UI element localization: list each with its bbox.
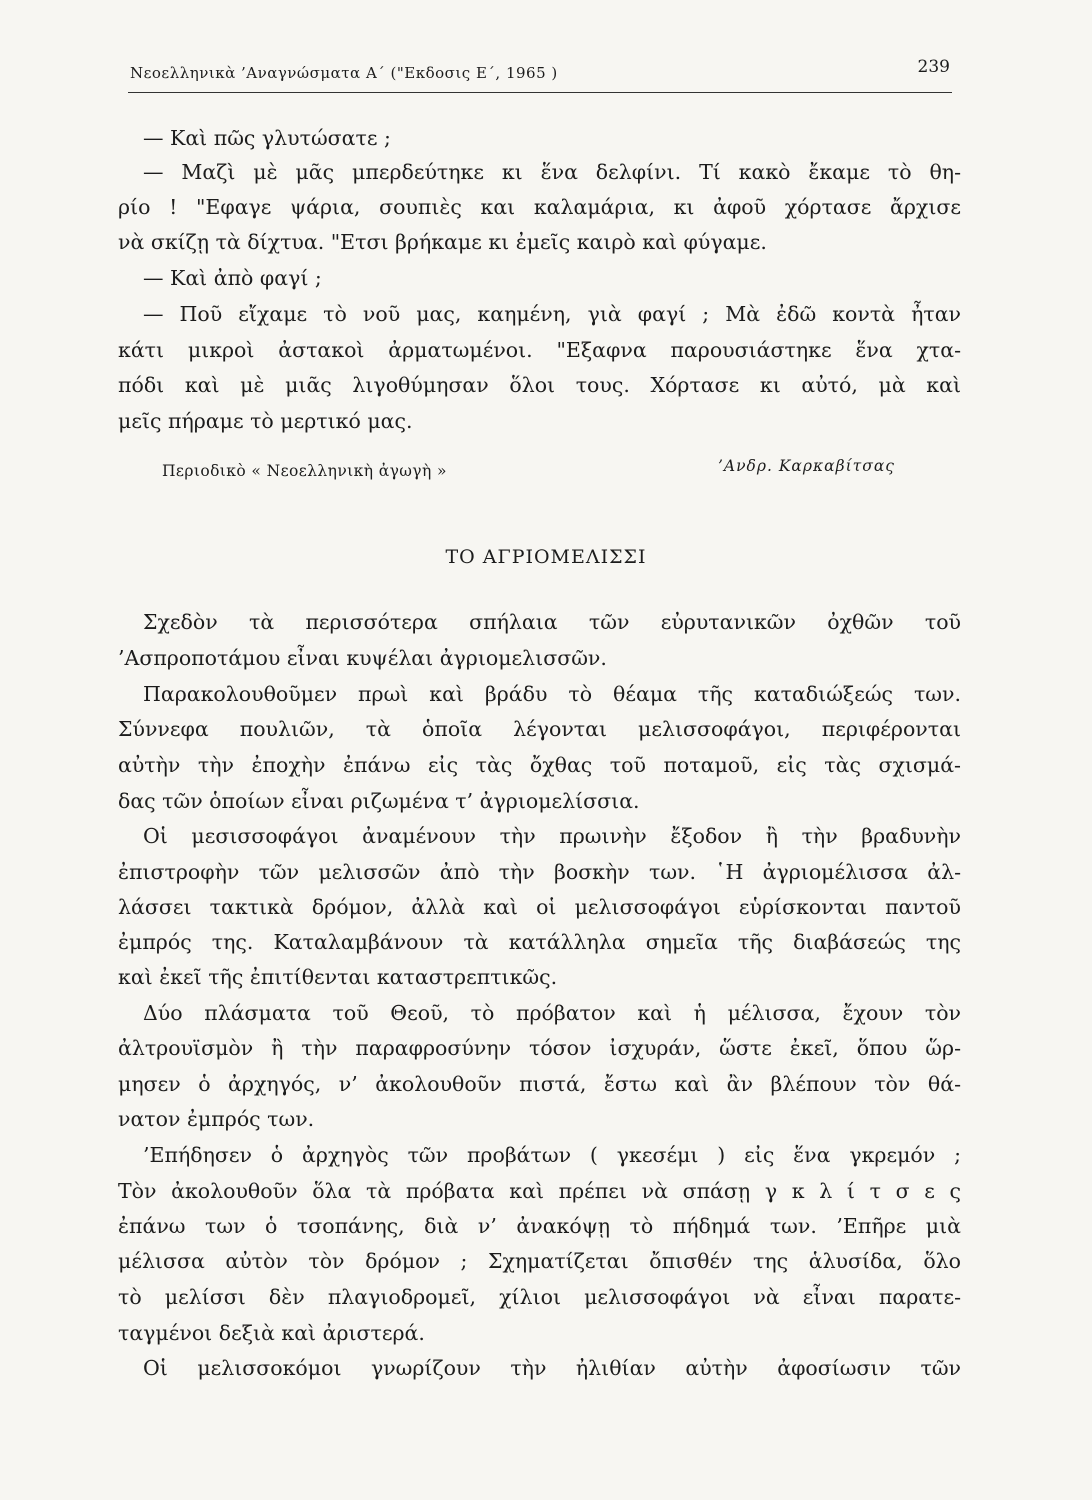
- body-line: ἐμπρός της. Καταλαμβάνουν τὰ κατάλληλα σημεῖα τῆς διαβάσεώς της: [118, 930, 961, 954]
- body-line: ταγμένοι δεξιὰ καὶ ἀριστερά.: [118, 1321, 425, 1345]
- dialogue-line: — Μαζὶ μὲ μᾶς μπερδεύτηκε κι ἕνα δελφίνι. Τί κακὸ ἔκαμε τὸ θη-: [143, 160, 961, 184]
- author-signature: ’Ανδρ. Καρκαβίτσας: [718, 457, 895, 475]
- dialogue-line: νὰ σκίζῃ τὰ δίχτυα. "Ετσι βρήκαμε κι ἐμεῖς καιρὸ καὶ φύγαμε.: [118, 230, 767, 254]
- page-header: [128, 52, 952, 93]
- dialogue-line: μεῖς πήραμε τὸ μερτικό μας.: [118, 409, 413, 433]
- body-line: ἐπάνω των ὁ τσοπάνης, διὰ ν’ ἀνακόψῃ τὸ πήδημά των. ’Επῆρε μιὰ: [118, 1214, 961, 1238]
- body-line: λάσσει τακτικὰ δρόμον, ἀλλὰ καὶ οἱ μελισσοφάγοι εὑρίσκονται παντοῦ: [118, 895, 961, 919]
- body-line: Σχεδὸν τὰ περισσότερα σπήλαια τῶν εὐρυτανικῶν ὀχθῶν τοῦ: [143, 610, 961, 634]
- running-head: Νεοελληνικὰ ’Αναγνώσματα Α΄ ("Εκδοσις Ε΄, 1965 ): [130, 64, 558, 82]
- dialogue-line: — Καὶ πῶς γλυτώσατε ;: [143, 126, 391, 150]
- dialogue-line: — Καὶ ἀπὸ φαγί ;: [143, 266, 322, 290]
- dialogue-line: κάτι μικροὶ ἀστακοὶ ἀρματωμένοι. "Εξαφνα παρουσιάστηκε ἕνα χτα-: [118, 338, 961, 362]
- body-line: μησεν ὁ ἀρχηγός, ν’ ἀκολουθοῦν πιστά, ἔστω καὶ ἂν βλέπουν τὸν θά-: [118, 1072, 961, 1096]
- dialogue-line: — Ποῦ εἴχαμε τὸ νοῦ μας, καημένη, γιὰ φαγί ; Μὰ ἐδῶ κοντὰ ἦταν: [143, 302, 961, 326]
- body-line: ’Επήδησεν ὁ ἀρχηγὸς τῶν προβάτων ( γκεσέμι ) εἰς ἕνα γκρεμόν ;: [143, 1143, 961, 1167]
- body-line: καὶ ἐκεῖ τῆς ἐπιτίθενται καταστρεπτικῶς.: [118, 965, 558, 989]
- page-number: 239: [917, 57, 950, 77]
- dialogue-line: ρίο ! "Εφαγε ψάρια, σουπιὲς και καλαμάρια, κι ἀφοῦ χόρτασε ἄρχισε: [118, 195, 961, 219]
- body-line: τὸ μελίσσι δὲν πλαγιοδρομεῖ, χίλιοι μελισσοφάγοι νὰ εἶναι παρατε-: [118, 1285, 961, 1309]
- body-line: Σύννεφα πουλιῶν, τὰ ὁποῖα λέγονται μελισσοφάγοι, περιφέρονται: [118, 717, 961, 741]
- body-line: Τὸν ἀκολουθοῦν ὅλα τὰ πρόβατα καὶ πρέπει νὰ σπάσῃ γ κ λ ί τ σ ε ς: [118, 1179, 961, 1203]
- body-line: Παρακολουθοῦμεν πρωὶ καὶ βράδυ τὸ θέαμα τῆς καταδιώξεώς των.: [143, 682, 961, 706]
- source-citation: Περιοδικὸ « Νεοελληνικὴ ἀγωγὴ »: [162, 462, 447, 480]
- body-line: δας τῶν ὁποίων εἶναι ριζωμένα τ’ ἀγριομελίσσια.: [118, 789, 640, 813]
- body-line: μέλισσα αὐτὸν τὸν δρόμον ; Σχηματίζεται ὄπισθέν της ἁλυσίδα, ὅλο: [118, 1249, 961, 1273]
- body-line: Οἱ μεσισσοφάγοι ἀναμένουν τὴν πρωινὴν ἔξοδον ἢ τὴν βραδυνὴν: [143, 824, 961, 848]
- dialogue-line: πόδι καὶ μὲ μιᾶς λιγοθύμησαν ὅλοι τους. Χόρτασε κι αὐτό, μὰ καὶ: [118, 373, 961, 397]
- body-line: αὐτὴν τὴν ἐποχὴν ἐπάνω εἰς τὰς ὄχθας τοῦ ποταμοῦ, εἰς τὰς σχισμά-: [118, 753, 961, 777]
- body-line: νατον ἐμπρός των.: [118, 1107, 315, 1131]
- body-line: ’Ασπροποτάμου εἶναι κυψέλαι ἀγριομελισσῶν.: [118, 646, 607, 670]
- story-title: ΤΟ ΑΓΡΙΟΜΕΛΙΣΣΙ: [445, 546, 647, 568]
- body-line: Δύο πλάσματα τοῦ Θεοῦ, τὸ πρόβατον καὶ ἡ μέλισσα, ἔχουν τὸν: [143, 1001, 961, 1025]
- body-line: Οἱ μελισσοκόμοι γνωρίζουν τὴν ἠλιθίαν αὐτὴν ἀφοσίωσιν τῶν: [143, 1356, 961, 1380]
- body-line: ἀλτρουϊσμὸν ἢ τὴν παραφροσύνην τόσον ἰσχυράν, ὥστε ἐκεῖ, ὅπου ὥρ-: [118, 1036, 961, 1060]
- body-line: ἐπιστροφὴν τῶν μελισσῶν ἀπὸ τὴν βοσκὴν των. ῾Η ἀγριομέλισσα ἀλ-: [118, 860, 961, 884]
